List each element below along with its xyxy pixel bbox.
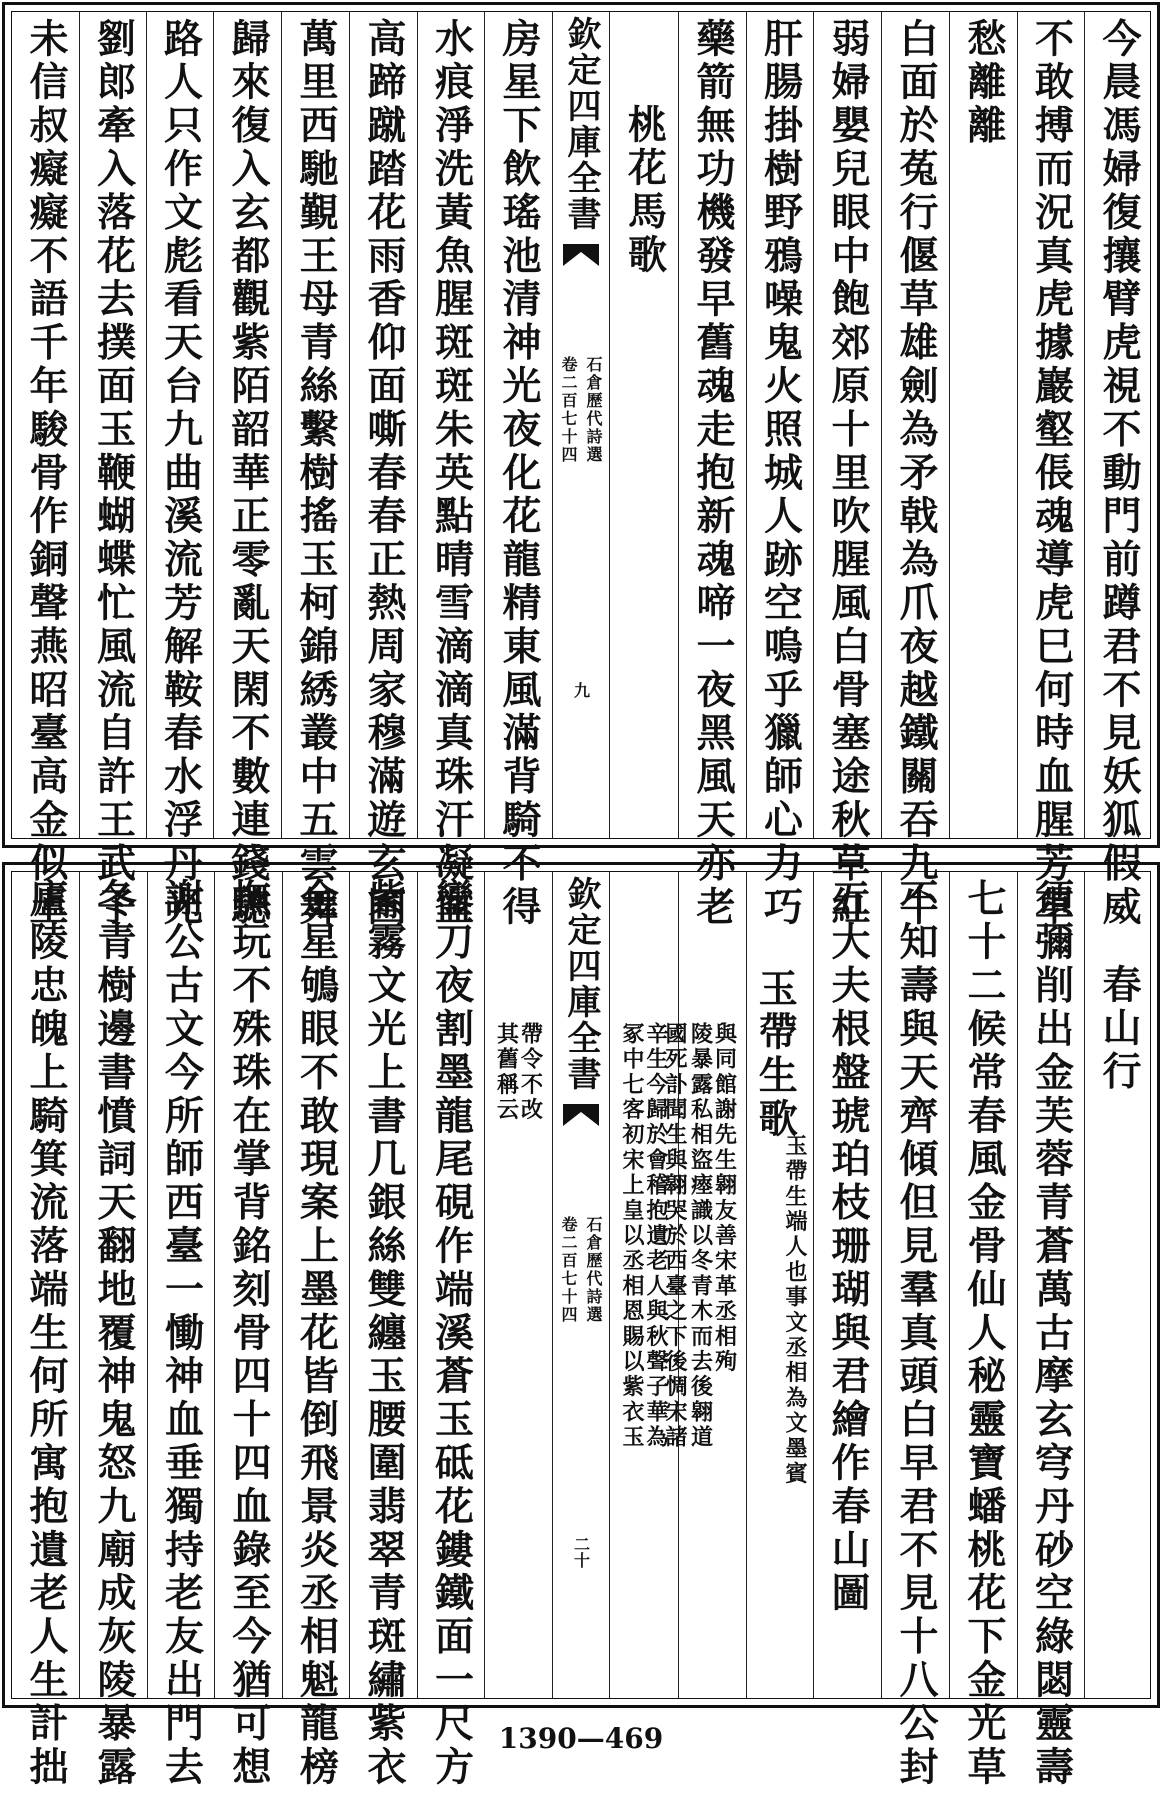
preface-line: 冢中七客初宋上皇以丞相恩賜以紫衣玉 [619, 1022, 645, 1451]
poem-line: 萬里西馳覲王母青絲繫樹搖玉柯錦綉叢中五雲舞 [293, 18, 339, 930]
poem-column [79, 12, 146, 930]
page-number-label: 九 [571, 682, 591, 698]
top-left-block [12, 12, 552, 930]
poem-column [12, 872, 79, 1790]
poem-line: 歸來復入玄都觀紫陌韶華正零亂天閑不數連錢驄 [225, 18, 271, 930]
preface-line: 玉帶生端人也事文丞相為文墨賓 [782, 1134, 808, 1487]
poem-line: 謝公古文今所師西臺一慟神血垂獨持老友出門去 [158, 878, 205, 1790]
poem-line: 金星鴝眼不敢現案上墨花皆倒飛景炎丞相魁龍榜 [293, 878, 340, 1790]
preface-block-left [484, 872, 552, 1698]
poem-line: 劉郎牽入落花去撲面玉鞭蝴蝶忙風流自許王武子 [90, 18, 137, 930]
poem-column [349, 872, 417, 1790]
poem-column [949, 12, 1017, 838]
top-right-block [610, 12, 1152, 930]
preface-line: 帶令不改 [517, 1022, 544, 1123]
poem-column [146, 12, 213, 930]
poem-line: 不敢搏而況真虎據巖壑倀魂導虎巳何時血腥芳草 [1028, 18, 1075, 930]
poem-line: 紫霧文光上書几銀絲雙纏玉腰圍翡翠青斑繡紫衣 [361, 878, 407, 1790]
poem-column [281, 12, 349, 930]
poem-column [282, 872, 349, 1790]
poem-line: 撫玩不殊珠在掌背銘刻骨四十四血錄至今猶可想 [226, 878, 272, 1790]
fish-tail-mark-icon [563, 244, 599, 266]
preface-line: 國死訃聞生與翱哭於西臺之下後惆宋諸 [662, 1022, 688, 1451]
poem-column [881, 872, 949, 1790]
poem-column [484, 12, 552, 930]
poem-line: 弱婦嬰兒眼中飽郊原十里吹腥風白骨塞途秋草紅 [825, 18, 871, 930]
fish-tail-mark-icon [563, 1104, 599, 1126]
poem-line: 藥箭無功機發早舊魂走抱新魂啼一夜黑風天亦老 [690, 18, 736, 930]
volume-label: 卷二百七十四 [559, 356, 578, 464]
poem-column [949, 872, 1017, 1790]
poem-line: 愁離離 [961, 18, 1007, 149]
poem-line: 白面於菟行偃草雄劍為矛戟為爪夜越鐵關吞九牛 [893, 18, 939, 930]
poem-column [79, 872, 147, 1790]
poem-column [417, 12, 484, 930]
poem-column [12, 12, 79, 930]
poem-line: 高蹄蹴踏花雨香仰面嘶春春正熱周家穆滿遊玄圃 [361, 18, 407, 930]
page-number-label: 二十 [571, 1536, 591, 1568]
poem-line: 須彌削出金芙蓉青蒼萬古摩玄穹丹砂空綠閟靈壽 [1028, 878, 1075, 1790]
top-page-frame [2, 2, 1160, 930]
poem-column [1017, 12, 1084, 930]
preface-pair [485, 1022, 552, 1123]
bottom-right-block [610, 872, 1152, 1790]
poem-line: 肝腸掛樹野鴉噪鬼火照城人跡空嗚乎獵師心力巧 [757, 18, 804, 930]
source-info [557, 356, 605, 464]
poem-line: 路人只作文彪看天台九曲溪流芳解鞍春水浮丹光 [157, 18, 204, 930]
poem-column [147, 872, 214, 1790]
poem-line: 冬青樹邊書憤詞天翻地覆神鬼怒九廟成灰陵暴露 [91, 878, 137, 1790]
poem-line: 房星下飲瑤池清神光夜化花龍精東風滿背騎不得 [496, 18, 542, 930]
top-center-strip [552, 12, 610, 838]
preface-line: 其舊稱云 [493, 1022, 520, 1123]
preface-line: 與同館謝先生翱友善宋革丞相殉 [711, 1022, 738, 1375]
poem-column [881, 12, 949, 930]
bottom-center-strip [552, 872, 610, 1698]
poem-column [1017, 872, 1084, 1790]
poem-column [813, 12, 881, 930]
preface-line: 陵暴露私相盜瘞識以冬青木而去後翱道 [687, 1022, 714, 1451]
song-title: 玉帶生歌 [752, 968, 799, 1142]
book-title: 欽定四庫全書 [561, 876, 601, 1092]
poem-column [1084, 12, 1152, 930]
poem-line: 七十二候常春風金骨仙人秘靈寶蟠桃花下金光草 [961, 878, 1007, 1790]
poem-column [813, 872, 881, 1698]
footer-page-number: 1390—469 [498, 1722, 664, 1755]
poem-line: 水痕淨洗黃魚腥斑斑朱英點晴雪滴滴真珠汗凝血 [428, 18, 475, 930]
source-label: 石倉歷代詩選 [584, 356, 603, 464]
poem-line: 五大夫根盤琥珀枝珊瑚與君繪作春山圖 [825, 878, 871, 1616]
preface-line: 辛生今歸於會稽抱遺老人與秋聲子華為 [643, 1022, 669, 1451]
source-info [557, 1216, 605, 1324]
poem-line: 廬陵忠魄上騎箕流落端生何所寓抱遺老人生計拙 [23, 878, 69, 1790]
poem-title: 桃花馬歌 [621, 104, 668, 278]
poem-column [678, 12, 746, 930]
poem-line: 鑾刀夜割墨龍尾硯作端溪蒼玉砥花鏤鐵面一尺方 [428, 878, 475, 1790]
preface-column [678, 872, 746, 1698]
poem-line: 不知壽與天齊傾但見羣真頭白早君不見十八公封 [893, 878, 939, 1790]
preface-pair [777, 1134, 813, 1487]
poem-column [213, 12, 281, 930]
poem-column [746, 12, 813, 930]
song-title-column [746, 872, 813, 1698]
poem-column [214, 872, 282, 1790]
title-column [610, 12, 678, 838]
poem-title: 春山行 [1096, 964, 1142, 1095]
poem-line: 未信叔癡癡不語千年駿骨作銅聲燕昭臺高金似土 [23, 18, 69, 930]
preface-pair [679, 1022, 746, 1450]
poem-line: 今晨馮婦復攘臂虎視不動門前蹲君不見妖狐假威 [1096, 18, 1142, 930]
source-label: 石倉歷代詩選 [584, 1216, 603, 1324]
volume-label: 卷二百七十四 [559, 1216, 578, 1324]
poem-column [349, 12, 417, 930]
title-column [1084, 872, 1152, 1698]
poem-column [417, 872, 484, 1790]
bottom-left-block [12, 872, 484, 1790]
top-page-grid [11, 11, 1151, 930]
book-title: 欽定四庫全書 [561, 16, 601, 232]
